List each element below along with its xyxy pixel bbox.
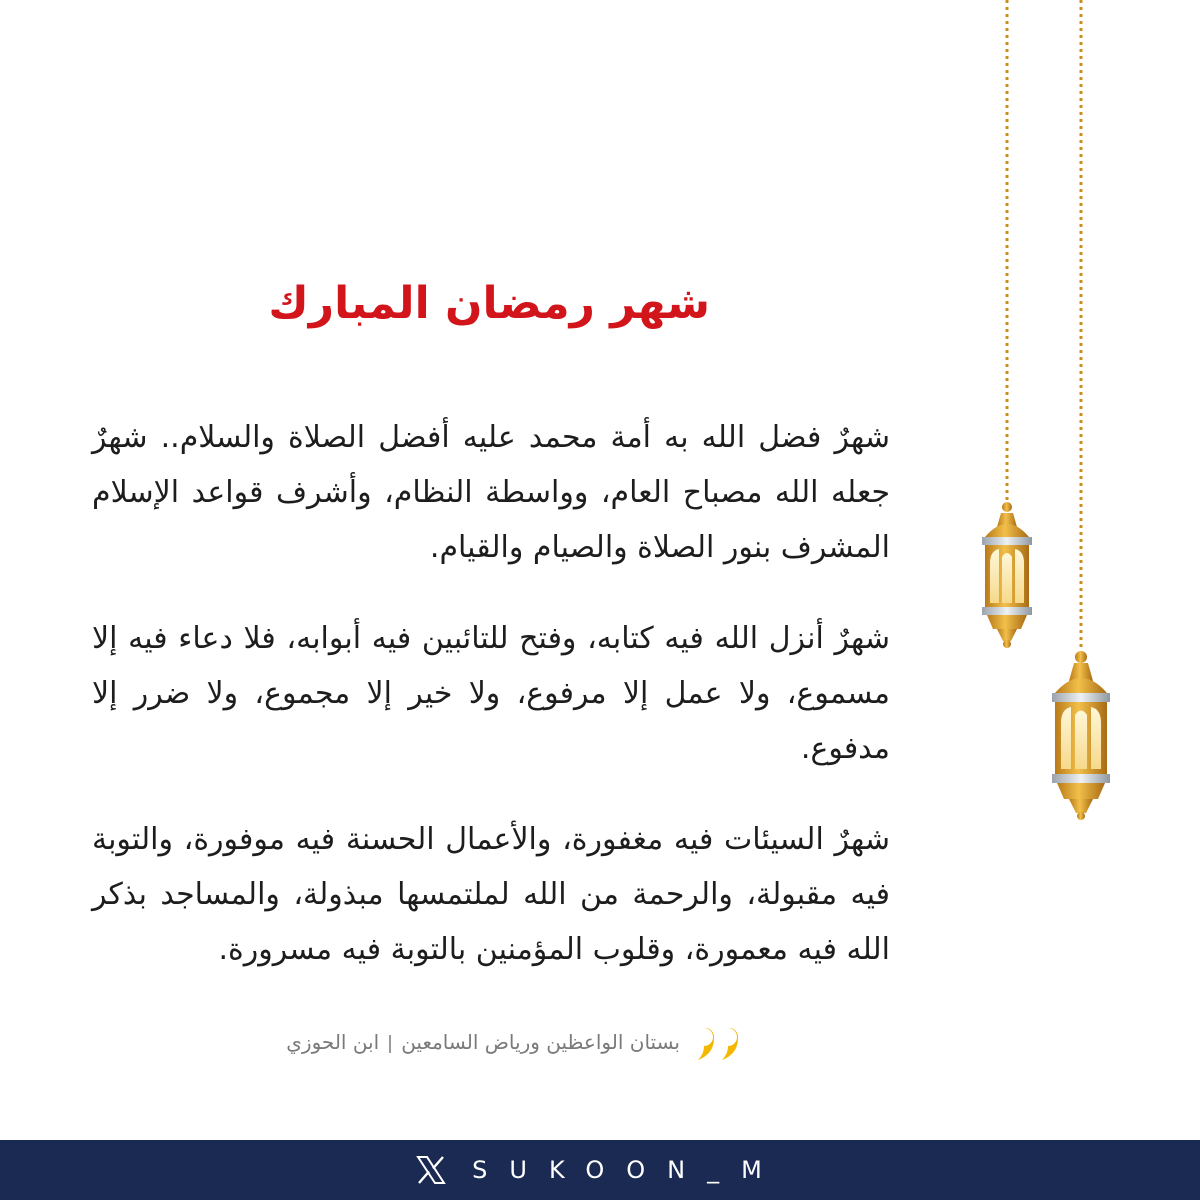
citation-text — [286, 1030, 680, 1054]
paragraph-1: شهرٌ فضل الله به أمة محمد عليه أفضل الصلاة والسلام.. شهرٌ جعله الله مصباح العام، وواسطة النظام، وأشرف قواعد الإسلام المشرف بنور الصلاة والصيام والقيام. — [92, 420, 890, 565]
page-title: شهر رمضان المبارك — [268, 278, 710, 329]
quote-icon — [692, 1022, 750, 1062]
footer-bar — [0, 1140, 1200, 1200]
account-handle[interactable]: SUKOON_M — [472, 1156, 784, 1184]
lantern-left-icon — [982, 502, 1032, 648]
citation-author: ابن الحوزي — [286, 1030, 380, 1054]
lantern-right-icon — [1052, 651, 1110, 820]
paragraph-2: شهرٌ أنزل الله فيه كتابه، وفتح للتائبين فيه أبوابه، فلا دعاء فيه إلا مسموع، ولا عمل إلا مرفوع، ولا خير إلا مجموع، ولا ضرر إلا مدفوع. — [92, 621, 890, 766]
citation-separator — [389, 1035, 391, 1053]
x-logo-icon[interactable] — [416, 1155, 446, 1185]
citation-book: بستان الواعظين ورياض السامعين — [401, 1030, 680, 1054]
citation — [120, 1022, 750, 1062]
body-text — [92, 410, 890, 1013]
paragraph-3: شهرٌ السيئات فيه مغفورة، والأعمال الحسنة فيه موفورة، والتوبة فيه مقبولة، والرحمة من الله لملتمسها مبذولة، والمساجد بذكر الله فيه معمورة، وقلوب المؤمنين بالتوبة فيه مسرورة. — [92, 822, 890, 967]
